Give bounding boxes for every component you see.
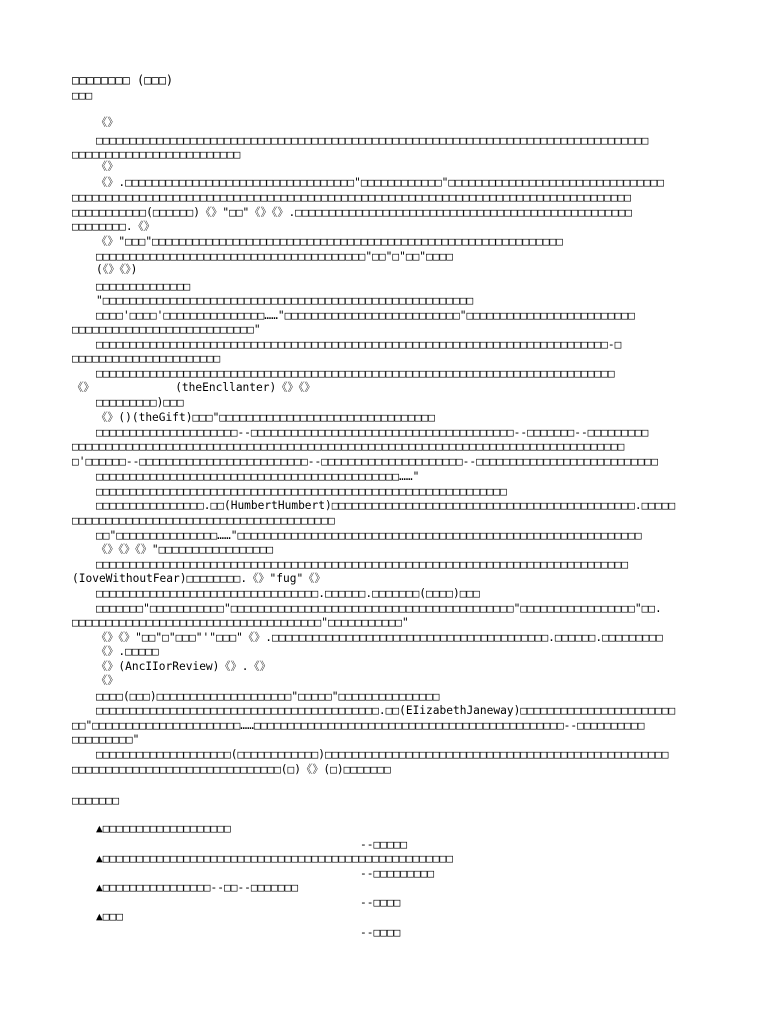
body-line: 《》《》"□□"□"□□□"'"□□□"《》.□□□□□□□□□□□□□□□□□□□□□□□□□□□□□□□□□□□□□□□□□.□□□□□□.□□□□□□□□□ xyxy=(96,631,663,644)
quote-source: --□□□□□ xyxy=(360,838,408,851)
body-line: □□□□□□□□□" xyxy=(72,733,140,746)
body-line: "□□□□□□□□□□□□□□□□□□□□□□□□□□□□□□□□□□□□□□□□□□□□□□□□□□□□□□□ xyxy=(96,294,474,307)
section-heading: □□□□□□□ xyxy=(72,794,120,807)
body-line: □□□□□□□"□□□□□□□□□□□"□□□□□□□□□□□□□□□□□□□□□□□□□□□□□□□□□□□□□□□□□□"□□□□□□□□□□□□□□□□□"□□. xyxy=(96,602,662,615)
body-line: □□□□□□□□□□□□□□□□.□□(HumbertHumbert)□□□□□□□□□□□□□□□□□□□□□□□□□□□□□□□□□□□□□□□□□□□□□.□□□□□ xyxy=(96,499,676,512)
body-line: □□□□□□□□□□□□□□□□□□□□□□□□□□□□□□□□□□□□□□□ xyxy=(72,514,335,527)
body-line: □□"□□□□□□□□□□□□□□□□□□□□□□……□□□□□□□□□□□□□□□□□□□□□□□□□□□□□□□□□□□□□□□□□□□□□□--□□□□□□□□□□ xyxy=(72,719,645,732)
body-line: □□□□□□□□□)□□□ xyxy=(96,396,184,409)
quote-source: --□□□□ xyxy=(360,896,401,909)
body-line: □□□□□□□□□□□□□□□□□□□□□□□□□□□□□□□□□□□□□□□□□□□□□□□□□□□□□□□□□□□□□ xyxy=(96,485,507,498)
body-line: 《》.□□□□□□□□□□□□□□□□□□□□□□□□□□□□□□□□□□"□□□□□□□□□□□□"□□□□□□□□□□□□□□□□□□□□□□□□□□□□□□□□ xyxy=(96,176,664,189)
body-line: □□□□□□□□□□□□□□□□□□□□□□□□□□□□□□□□□□□□□□□□□□□□□□□□□□□□□□□□□□□□□□□□□□□□□□□□□□□□□ xyxy=(96,367,615,380)
body-line: 《》 xyxy=(96,674,119,687)
body-line: □□□□□□□□□□□□□□□□□□□□□□□□□□□□□□□□□□□□□"□□□□□□□□□□□" xyxy=(72,616,409,629)
quote-item: ▲□□□□□□□□□□□□□□□□□□□ xyxy=(96,822,231,835)
body-line: □□□□□□□□□□□□□□□□□□□□□□□□□□□" xyxy=(72,323,261,336)
document-title: □□□□□□□□ (□□□) xyxy=(72,73,174,87)
body-line: □□□□□□□□□□□□□□□□□□□□□□□□□□□□□□□(□)《》(□)□□□□□□□ xyxy=(72,763,391,776)
body-line: 《》 xyxy=(96,160,119,173)
quote-source: --□□□□□□□□□ xyxy=(360,867,435,880)
body-line: □□□□□□□□.《》 xyxy=(72,220,155,233)
body-line: □□□□□□□□□□□(□□□□□□)《》"□□"《》《》.□□□□□□□□□□□□□□□□□□□□□□□□□□□□□□□□□□□□□□□□□□□□□□□□□□ xyxy=(72,206,632,219)
quote-item: ▲□□□□□□□□□□□□□□□□--□□--□□□□□□□ xyxy=(96,881,299,894)
body-line: □□□□□□□□□□□□□□□□□□□□□□□□□□□□□□□□□□□□□□□□□□□□□□□□□□□□□□□□□□□□□□□□□□□□□□□□□□□□-□ xyxy=(96,338,622,351)
quote-source: --□□□□ xyxy=(360,926,401,939)
body-line: 《》 xyxy=(96,116,119,129)
quote-item: ▲□□□□□□□□□□□□□□□□□□□□□□□□□□□□□□□□□□□□□□□□□□□□□□□□□□□□ xyxy=(96,852,453,865)
body-line: □□□□□□□□□□□□□□□□□□□□□□□□□□□□□□□□□□□□□□□□□□□□□□□□□□□□□□□□□□□□□□□□□□□□□□□□□□□□□□□ xyxy=(96,558,629,571)
body-line: 《》()(theGift)□□□"□□□□□□□□□□□□□□□□□□□□□□□□□□□□□□□□ xyxy=(96,411,435,424)
body-line: □□□□□□□□□□□□□□□□□□□□□□□□□□□□□□□□□□□□□□□□□□.□□(EIizabethJaneway)□□□□□□□□□□□□□□□□□□□□□□□ xyxy=(96,704,676,717)
body-line: □□□□□□□□□□□□□□□□□□□□□□ xyxy=(72,352,221,365)
body-line: □□□□□□□□□□□□□□□□□□□□□□□□□□□□□□□□□.□□□□□□.□□□□□□□(□□□□)□□□ xyxy=(96,587,480,600)
body-line: □□□□□□□□□□□□□□□□□□□□□□□□□□□□□□□□□□□□□□□□"□□"□"□□"□□□□ xyxy=(96,250,453,263)
body-line: 《》 (theEncllanter)《》《》 xyxy=(72,381,316,394)
body-line: 《》.□□□□□ xyxy=(96,645,159,658)
body-line: 《》《》《》"□□□□□□□□□□□□□□□□□ xyxy=(96,543,274,556)
body-line: □□□□□□□□□□□□□□□□□□□□□□□□□□□□□□□□□□□□□□□□□□□□□□□□□□□□□□□□□□□□□□□□□□□□□□□□□□□□□□□□□□ xyxy=(72,440,625,453)
body-line: □□□□'□□□□'□□□□□□□□□□□□□□□……"□□□□□□□□□□□□□□□□□□□□□□□□□□"□□□□□□□□□□□□□□□□□□□□□□□□□ xyxy=(96,309,635,322)
body-line: 《》(AncIIorReview)《》.《》 xyxy=(96,660,271,673)
body-line: 《》"□□□"□□□□□□□□□□□□□□□□□□□□□□□□□□□□□□□□□□□□□□□□□□□□□□□□□□□□□□□□□□□□□ xyxy=(96,235,563,248)
body-line: □□□□□□□□□□□□□□□□□□□□□□□□□□□□□□□□□□□□□□□□□□□□□□□□□□□□□□□□□□□□□□□□□□□□□□□□□□□□□□□□□□ xyxy=(96,134,649,147)
body-line: □□□□□□□□□□□□□□□□□□□□□--□□□□□□□□□□□□□□□□□□□□□□□□□□□□□□□□□□□□□□□--□□□□□□□--□□□□□□□□□ xyxy=(96,426,649,439)
quote-item: ▲□□□ xyxy=(96,910,123,923)
body-line: □□□□(□□□)□□□□□□□□□□□□□□□□□□□□"□□□□□"□□□□□□□□□□□□□□□ xyxy=(96,690,440,703)
body-line: □□□□□□□□□□□□□□□□□□□□□□□□□□□□□□□□□□□□□□□□□□□□□□□□□□□□□□□□□□□□□□□□□□□□□□□□□□□□□□□□□□□ xyxy=(72,191,632,204)
body-line: □□□□□□□□□□□□□□□□□□□□□□□□□□□□□□□□□□□□□□□□□□□□□……" xyxy=(96,470,420,483)
body-line: □□□□□□□□□□□□□□□□□□□□(□□□□□□□□□□□□)□□□□□□□□□□□□□□□□□□□□□□□□□□□□□□□□□□□□□□□□□□□□□□□□□□□ xyxy=(96,748,669,761)
document-subtitle: □□□ xyxy=(72,89,93,102)
body-line: (IoveWithoutFear)□□□□□□□□.《》"fug"《》 xyxy=(72,572,326,585)
body-line: □'□□□□□□--□□□□□□□□□□□□□□□□□□□□□□□□□--□□□□□□□□□□□□□□□□□□□□□--□□□□□□□□□□□□□□□□□□□□□□□□□□□ xyxy=(72,455,658,468)
body-line: (《》《》) xyxy=(96,263,138,276)
body-line: □□□□□□□□□□□□□□□□□□□□□□□□□ xyxy=(72,148,241,161)
body-line: □□"□□□□□□□□□□□□□□□……"□□□□□□□□□□□□□□□□□□□□□□□□□□□□□□□□□□□□□□□□□□□□□□□□□□□□□□□□□□□□ xyxy=(96,529,642,542)
document-page xyxy=(72,0,708,1024)
body-line: □□□□□□□□□□□□□□ xyxy=(96,280,191,293)
